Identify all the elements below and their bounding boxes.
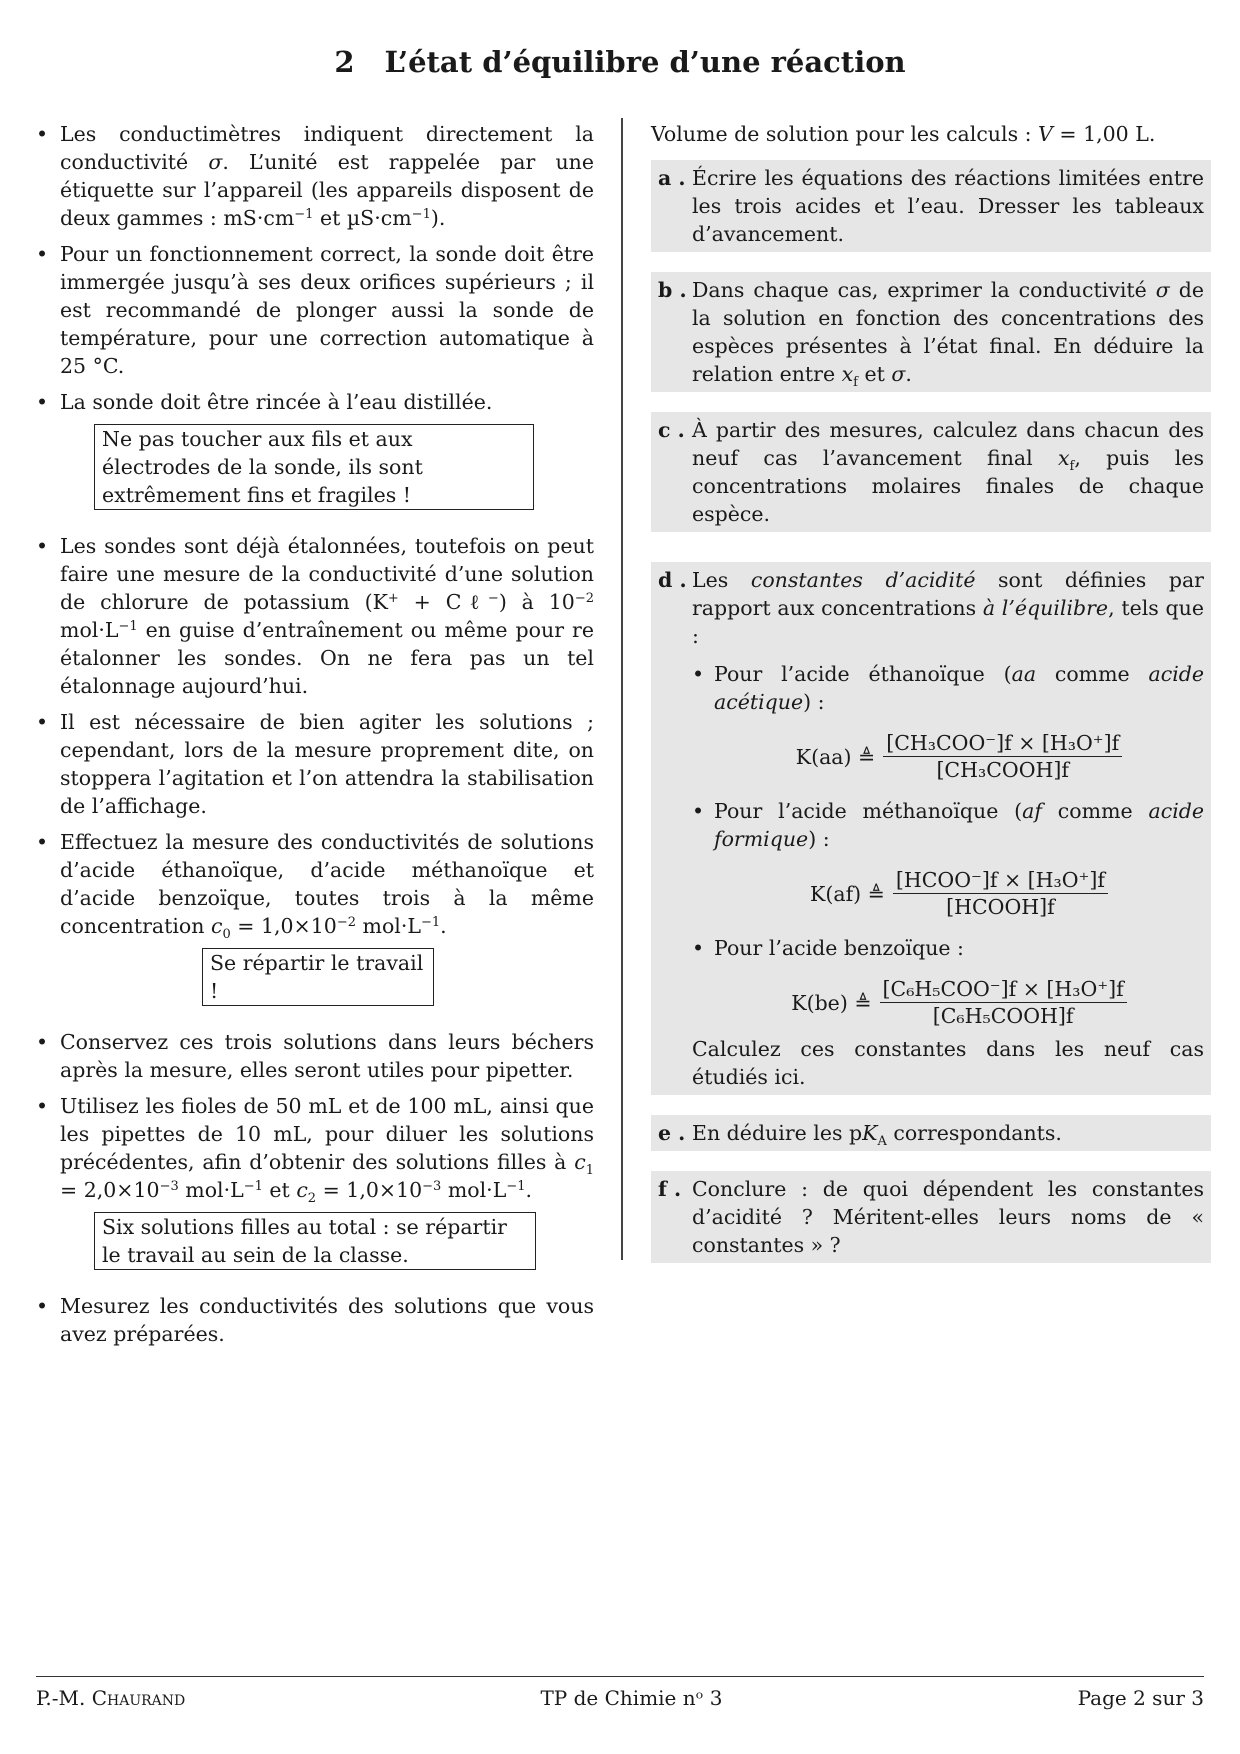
text: de la solution en fonction des concentrations des espèces présentes à l’état final. En déduire la relation entre	[692, 278, 1204, 386]
text: et µS·cm	[313, 206, 412, 230]
text: mol·L	[178, 1178, 244, 1202]
text: .	[905, 362, 912, 386]
right-column	[651, 120, 1211, 1283]
exponent: −2	[336, 915, 356, 930]
exponent: +	[387, 591, 399, 606]
text: comme	[1041, 799, 1133, 823]
bullet-probe-immersion: • Pour un fonctionnement correct, la sonde doit être immergée jusqu’à ses deux orifices supérieurs ; il est recommandé de plonger aussi la sonde de température, pour une correction automatique à 25 °C.	[36, 240, 594, 380]
question-text	[692, 566, 1204, 1091]
text: En déduire les p	[692, 1121, 863, 1145]
question-a	[651, 160, 1211, 252]
footer-page: Page 2 sur 3	[1077, 1686, 1204, 1710]
text: mol·L	[356, 914, 421, 938]
question-label: c .	[658, 418, 685, 442]
text: = 1,0×10	[230, 914, 337, 938]
fraction	[880, 976, 1127, 1029]
question-label: a .	[658, 166, 686, 190]
subscript: f	[1069, 459, 1075, 474]
text: en guise d’entraînement ou même pour re étalonner les sondes. On ne fera pas un tel étalonnage aujourd’hui.	[60, 618, 594, 698]
subscript: 1	[585, 1163, 594, 1178]
text: ) :	[808, 827, 830, 851]
text: + Cℓ	[398, 590, 488, 614]
note-box-share-work: Se répartir le travail !	[202, 948, 434, 1006]
text: .	[525, 1178, 533, 1202]
question-e	[651, 1115, 1211, 1151]
text: Dans chaque cas, exprimer la conductivité	[692, 278, 1147, 302]
c-symbol: c	[210, 914, 223, 938]
question-text	[692, 416, 1204, 528]
section-title-text: L’état d’équilibre d’une réaction	[384, 45, 906, 79]
text: acide acétique	[714, 662, 1204, 714]
text: af	[1022, 799, 1042, 823]
bullet-conductimeters	[36, 120, 594, 232]
section-number: 2	[334, 45, 355, 79]
question-label: f .	[658, 1177, 682, 1201]
question-label: e .	[658, 1121, 686, 1145]
numerator: [HCOO⁻]f × [H₃O⁺]f	[893, 867, 1108, 894]
bullet-dilution	[36, 1092, 594, 1204]
text: constantes d’acidité	[750, 568, 976, 592]
x-symbol: x	[1057, 446, 1070, 470]
denominator: [CH₃COOH]f	[936, 758, 1069, 782]
text: acide formique	[714, 799, 1204, 851]
bullet-keep-solutions: • Conservez ces trois solutions dans leurs béchers après la mesure, elles seront utiles pour pipetter.	[36, 1028, 594, 1084]
question-c	[651, 412, 1211, 532]
text: À partir des mesures, calculez dans chacun des neuf cas l’avancement final	[692, 418, 1204, 470]
denominator: [C₆H₅COOH]f	[932, 1004, 1074, 1028]
equation-k-aa	[714, 730, 1204, 783]
text: , tels que :	[692, 596, 1204, 648]
subscript: 0	[222, 927, 231, 942]
exponent: −	[487, 591, 499, 606]
text: ) :	[803, 690, 825, 714]
text: ) à 10	[498, 590, 575, 614]
subscript: 2	[307, 1191, 317, 1206]
footer-course: TP de Chimie nᵒ 3	[540, 1686, 723, 1710]
bullet-stirring: • Il est nécessaire de bien agiter les solutions ; cependant, lors de la mesure proprement dite, on stoppera l’agitation et l’on attendra la stabilisation de l’affichage.	[36, 708, 594, 820]
text: Effectuez la mesure des conductivités de solutions d’acide éthanoïque, d’acide méthanoïque et d’acide benzoïque, toutes trois à la même concentration	[60, 830, 594, 938]
equation-lhs: K(af) ≜	[810, 881, 885, 906]
exponent: −1	[118, 619, 138, 634]
exponent: −3	[422, 1179, 442, 1194]
equation-k-be	[714, 976, 1204, 1029]
text: Les	[692, 568, 729, 592]
question-text	[692, 276, 1204, 388]
text: ).	[430, 206, 446, 230]
question-label: d .	[658, 568, 687, 592]
text: Utilisez les fioles de 50 mL et de 100 mL, ainsi que les pipettes de 10 mL, pour diluer les solutions précédentes, afin d’obtenir des solutions filles à	[60, 1094, 594, 1174]
text: = 1,00 L.	[1052, 122, 1156, 146]
equation-lhs: K(be) ≜	[791, 990, 872, 1015]
bullet-calibration	[36, 532, 594, 700]
bullet-measure-prepared: • Mesurez les conductivités des solutions que vous avez préparées.	[36, 1292, 594, 1348]
numerator: [CH₃COO⁻]f × [H₃O⁺]f	[883, 730, 1122, 757]
text: Volume de solution pour les calculs :	[651, 122, 1032, 146]
exponent: −3	[159, 1179, 179, 1194]
sigma-symbol: σ	[208, 150, 223, 174]
exponent: −1	[411, 207, 431, 222]
text: Pour l’acide benzoïque :	[714, 936, 964, 960]
numerator: [C₆H₅COO⁻]f × [H₃O⁺]f	[880, 976, 1127, 1003]
c-symbol: c	[574, 1150, 586, 1174]
exponent: −1	[243, 1179, 263, 1194]
section-title	[0, 45, 1240, 79]
question-text: Écrire les équations des réactions limitées entre les trois acides et l’eau. Dresser les tableaux d’avancement.	[692, 166, 1204, 246]
equation-k-af	[714, 867, 1204, 920]
question-text	[692, 1119, 1204, 1147]
text: . L’unité est rappelée par une étiquette sur l’appareil (les appareils disposent de deux gammes : mS·cm	[60, 150, 594, 230]
text: = 2,0×10	[60, 1178, 160, 1202]
text: Pour l’acide éthanoïque (	[714, 662, 1012, 686]
text: Les conductimètres indiquent directement la conductivité	[60, 122, 594, 174]
text: sont définies par rapport aux concentrations	[692, 568, 1204, 620]
c-symbol: c	[296, 1178, 308, 1202]
question-d	[651, 562, 1211, 1095]
sub-item-methanoic	[692, 797, 1204, 920]
question-label: b .	[658, 278, 687, 302]
exponent: −1	[294, 207, 314, 222]
footer-rule	[36, 1676, 1204, 1677]
exponent: −2	[574, 591, 594, 606]
subscript: A	[877, 1134, 887, 1149]
text: mol·L	[441, 1178, 507, 1202]
note-box-six-solutions: Six solutions filles au total : se répartir le travail au sein de la classe.	[94, 1212, 536, 1270]
denominator: [HCOOH]f	[946, 895, 1055, 919]
text: et	[857, 362, 885, 386]
question-text: Conclure : de quoi dépendent les constantes d’acidité ? Méritent-elles leurs noms de « constantes » ?	[692, 1177, 1204, 1257]
footer-author: P.-M. Chaurand	[36, 1686, 186, 1710]
page-footer	[36, 1684, 1204, 1712]
subscript: f	[853, 375, 858, 390]
k-symbol: K	[862, 1121, 878, 1145]
text: Les sondes sont déjà étalonnées, toutefois on peut faire une mesure de la conductivité d’une solution de chlorure de potassium (K	[60, 534, 594, 614]
text: , puis les concentrations molaires finales de chaque espèce.	[692, 446, 1204, 526]
column-divider	[621, 118, 623, 1260]
text: à l’équilibre	[982, 596, 1109, 620]
text: .	[440, 914, 447, 938]
sub-item-benzoic	[692, 934, 1204, 1029]
v-symbol: V	[1038, 122, 1053, 146]
text: = 1,0×10	[316, 1178, 423, 1202]
sigma-symbol: σ	[891, 362, 906, 386]
bullet-probe-rinse: • La sonde doit être rincée à l’eau distillée.	[36, 388, 594, 416]
question-f	[651, 1171, 1211, 1263]
fraction	[883, 730, 1122, 783]
volume-intro	[651, 120, 1211, 148]
exponent: −1	[506, 1179, 526, 1194]
sub-item-ethanoic	[692, 660, 1204, 783]
text: aa	[1011, 662, 1037, 686]
warning-box-electrodes: Ne pas toucher aux fils et aux électrodes de la sonde, ils sont extrêmement fins et fragiles !	[94, 424, 534, 510]
text: et	[262, 1178, 290, 1202]
sigma-symbol: σ	[1155, 278, 1170, 302]
exponent: −1	[420, 915, 441, 930]
question-d-conclusion: Calculez ces constantes dans les neuf cas étudiés ici.	[692, 1037, 1204, 1089]
question-b	[651, 272, 1211, 392]
text: Pour l’acide méthanoïque (	[714, 799, 1023, 823]
equation-lhs: K(aa) ≜	[795, 744, 876, 769]
x-symbol: x	[841, 362, 854, 386]
fraction	[893, 867, 1108, 920]
bullet-measurement	[36, 828, 594, 940]
text: comme	[1036, 662, 1130, 686]
text: correspondants.	[886, 1121, 1062, 1145]
left-column	[36, 120, 594, 1356]
text: mol·L	[60, 618, 119, 642]
